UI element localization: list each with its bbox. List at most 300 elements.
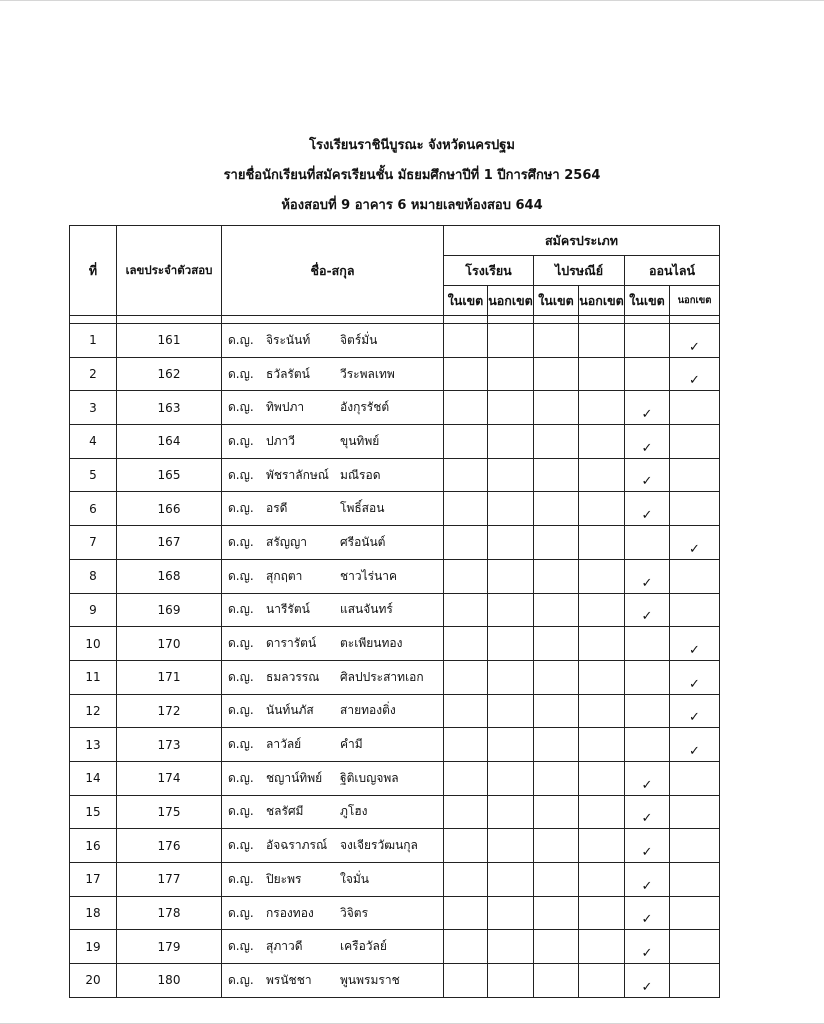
- exam-id: 179: [117, 930, 222, 964]
- check-mark-icon: ✓: [641, 575, 653, 591]
- type-cell-school-out: [488, 492, 534, 526]
- check-mark-icon: ✓: [641, 508, 653, 524]
- type-cell-school-in: [444, 526, 488, 560]
- row-number: 17: [70, 863, 117, 897]
- first-name: ธมลวรรณ: [266, 669, 320, 684]
- table-row: [70, 357, 720, 391]
- first-name: ทิพปภา: [266, 400, 305, 415]
- type-cell-school-in: [444, 324, 488, 358]
- student-name: [222, 425, 444, 459]
- student-name: [222, 593, 444, 627]
- type-cell-online-in: [625, 728, 670, 762]
- exam-id: 161: [117, 324, 222, 358]
- type-cell-online-out: [670, 593, 720, 627]
- table-row: [70, 559, 720, 593]
- check-mark-icon: ✓: [641, 777, 653, 793]
- type-cell-school-out: [488, 795, 534, 829]
- type-cell-online-out: [670, 694, 720, 728]
- type-cell-online-in: [625, 391, 670, 425]
- header-application-type: สมัครประเภท: [444, 226, 720, 256]
- row-number: 8: [70, 559, 117, 593]
- student-name: [222, 795, 444, 829]
- type-cell-post-in: [534, 795, 579, 829]
- type-cell-online-out: [670, 357, 720, 391]
- type-cell-post-in: [534, 660, 579, 694]
- type-cell-school-in: [444, 694, 488, 728]
- table-row: [70, 458, 720, 492]
- header-name: ชื่อ-สกุล: [222, 226, 444, 316]
- exam-id: 169: [117, 593, 222, 627]
- table-row: [70, 660, 720, 694]
- table-row: [70, 324, 720, 358]
- type-cell-online-out: [670, 526, 720, 560]
- type-cell-school-in: [444, 795, 488, 829]
- type-cell-school-in: [444, 391, 488, 425]
- type-cell-school-in: [444, 896, 488, 930]
- type-cell-online-in: [625, 492, 670, 526]
- row-number: 15: [70, 795, 117, 829]
- exam-id: 171: [117, 660, 222, 694]
- type-cell-online-out: [670, 660, 720, 694]
- name-title: ด.ญ.: [228, 602, 254, 617]
- student-name: [222, 964, 444, 998]
- type-cell-post-in: [534, 391, 579, 425]
- type-cell-school-out: [488, 357, 534, 391]
- type-cell-online-in: [625, 526, 670, 560]
- student-name: [222, 526, 444, 560]
- type-cell-post-in: [534, 492, 579, 526]
- name-title: ด.ญ.: [228, 332, 254, 347]
- type-cell-online-out: [670, 458, 720, 492]
- table-row: [70, 593, 720, 627]
- type-cell-online-out: [670, 761, 720, 795]
- type-cell-post-out: [579, 526, 625, 560]
- type-cell-online-out: [670, 896, 720, 930]
- type-cell-school-in: [444, 761, 488, 795]
- type-cell-school-out: [488, 324, 534, 358]
- student-name: [222, 492, 444, 526]
- last-name: ขุนทิพย์: [340, 433, 380, 448]
- first-name: ชลรัศมี: [266, 804, 304, 819]
- name-title: ด.ญ.: [228, 534, 254, 549]
- type-cell-online-out: [670, 324, 720, 358]
- type-cell-online-in: [625, 458, 670, 492]
- type-cell-school-out: [488, 391, 534, 425]
- type-cell-school-out: [488, 694, 534, 728]
- type-cell-school-in: [444, 660, 488, 694]
- check-mark-icon: ✓: [641, 407, 653, 423]
- type-cell-post-out: [579, 593, 625, 627]
- type-cell-post-in: [534, 964, 579, 998]
- header-exam-id: เลขประจำตัวสอบ: [117, 226, 222, 316]
- exam-id: 170: [117, 627, 222, 661]
- type-cell-post-in: [534, 458, 579, 492]
- check-mark-icon: ✓: [689, 373, 700, 389]
- check-mark-icon: ✓: [689, 676, 700, 692]
- first-name: ปิยะพร: [266, 871, 302, 886]
- exam-id: 164: [117, 425, 222, 459]
- type-cell-school-in: [444, 559, 488, 593]
- name-title: ด.ญ.: [228, 636, 254, 651]
- first-name: ชญาน์ทิพย์: [266, 770, 323, 785]
- type-cell-school-out: [488, 863, 534, 897]
- table-row: [70, 795, 720, 829]
- exam-id: 174: [117, 761, 222, 795]
- row-number: 5: [70, 458, 117, 492]
- type-cell-post-in: [534, 728, 579, 762]
- table-row: [70, 829, 720, 863]
- name-title: ด.ญ.: [228, 804, 254, 819]
- type-cell-online-in: [625, 357, 670, 391]
- row-number: 7: [70, 526, 117, 560]
- first-name: พรนัชชา: [266, 972, 312, 987]
- table-row: [70, 728, 720, 762]
- name-title: ด.ญ.: [228, 905, 254, 920]
- table-row: [70, 492, 720, 526]
- name-title: ด.ญ.: [228, 972, 254, 987]
- type-cell-online-out: [670, 795, 720, 829]
- name-title: ด.ญ.: [228, 433, 254, 448]
- header-online-in-zone: ในเขต: [625, 286, 670, 316]
- type-cell-post-in: [534, 896, 579, 930]
- type-cell-school-out: [488, 425, 534, 459]
- type-cell-post-in: [534, 930, 579, 964]
- type-cell-online-in: [625, 660, 670, 694]
- last-name: วิจิตร: [340, 905, 369, 920]
- first-name: ดารารัตน์: [266, 636, 317, 651]
- first-name: อรดี: [266, 501, 288, 516]
- type-cell-post-out: [579, 761, 625, 795]
- student-name: [222, 391, 444, 425]
- type-cell-school-in: [444, 357, 488, 391]
- exam-id: 173: [117, 728, 222, 762]
- name-title: ด.ญ.: [228, 737, 254, 752]
- student-name: [222, 627, 444, 661]
- name-title: ด.ญ.: [228, 669, 254, 684]
- last-name: คำมี: [340, 737, 363, 752]
- applicant-rows: [70, 324, 720, 998]
- type-cell-online-out: [670, 964, 720, 998]
- exam-id: 176: [117, 829, 222, 863]
- student-name: [222, 863, 444, 897]
- type-cell-online-in: [625, 829, 670, 863]
- type-cell-school-in: [444, 728, 488, 762]
- exam-id: 172: [117, 694, 222, 728]
- check-mark-icon: ✓: [689, 339, 700, 355]
- type-cell-school-out: [488, 964, 534, 998]
- header-online: ออนไลน์: [625, 256, 720, 286]
- type-cell-online-out: [670, 627, 720, 661]
- row-number: 10: [70, 627, 117, 661]
- table-row: [70, 964, 720, 998]
- name-title: ด.ญ.: [228, 400, 254, 415]
- exam-id: 178: [117, 896, 222, 930]
- table-row: [70, 930, 720, 964]
- document-heading: [0, 131, 824, 221]
- exam-id: 175: [117, 795, 222, 829]
- row-number: 12: [70, 694, 117, 728]
- last-name: ศรีอนันต์: [340, 534, 386, 549]
- type-cell-online-out: [670, 492, 720, 526]
- header-no: ที่: [70, 226, 117, 316]
- row-number: 11: [70, 660, 117, 694]
- first-name: พัชราลักษณ์: [266, 467, 329, 482]
- row-number: 6: [70, 492, 117, 526]
- exam-id: 165: [117, 458, 222, 492]
- type-cell-post-out: [579, 425, 625, 459]
- exam-id: 177: [117, 863, 222, 897]
- type-cell-online-in: [625, 964, 670, 998]
- type-cell-online-in: [625, 627, 670, 661]
- header-post-in-zone: ในเขต: [534, 286, 579, 316]
- type-cell-school-out: [488, 559, 534, 593]
- header-gap: [70, 316, 720, 324]
- row-number: 9: [70, 593, 117, 627]
- type-cell-post-out: [579, 357, 625, 391]
- table-row: [70, 761, 720, 795]
- last-name: ชาวไร่นาค: [340, 568, 398, 583]
- type-cell-post-out: [579, 863, 625, 897]
- type-cell-online-in: [625, 795, 670, 829]
- exam-id: 163: [117, 391, 222, 425]
- type-cell-post-in: [534, 863, 579, 897]
- name-title: ด.ญ.: [228, 770, 254, 785]
- type-cell-school-in: [444, 930, 488, 964]
- student-name: [222, 324, 444, 358]
- last-name: ตะเพียนทอง: [340, 636, 403, 651]
- table-row: [70, 425, 720, 459]
- school-title: โรงเรียนราชินีบูรณะ จังหวัดนครปฐม: [309, 138, 515, 153]
- type-cell-online-in: [625, 694, 670, 728]
- type-cell-post-out: [579, 559, 625, 593]
- check-mark-icon: ✓: [641, 845, 653, 860]
- type-cell-online-in: [625, 930, 670, 964]
- type-cell-post-in: [534, 761, 579, 795]
- type-cell-online-in: [625, 761, 670, 795]
- name-title: ด.ญ.: [228, 703, 254, 718]
- header-school-in-zone: ในเขต: [444, 286, 488, 316]
- row-number: 16: [70, 829, 117, 863]
- type-cell-online-out: [670, 425, 720, 459]
- type-cell-school-out: [488, 526, 534, 560]
- check-mark-icon: ✓: [641, 979, 653, 995]
- student-name: [222, 896, 444, 930]
- name-title: ด.ญ.: [228, 467, 254, 482]
- exam-room-info: ห้องสอบที่ 9 อาคาร 6 หมายเลขห้องสอบ 644: [281, 198, 543, 213]
- type-cell-school-in: [444, 425, 488, 459]
- last-name: จงเจียรวัฒนกุล: [340, 838, 418, 853]
- exam-id: 162: [117, 357, 222, 391]
- name-title: ด.ญ.: [228, 838, 254, 853]
- last-name: สายทองติ่ง: [340, 703, 396, 718]
- type-cell-school-out: [488, 930, 534, 964]
- type-cell-school-out: [488, 627, 534, 661]
- type-cell-post-out: [579, 627, 625, 661]
- type-cell-online-out: [670, 930, 720, 964]
- table-row: [70, 896, 720, 930]
- type-cell-post-in: [534, 694, 579, 728]
- row-number: 1: [70, 324, 117, 358]
- student-name: [222, 357, 444, 391]
- first-name: นารีรัตน์: [266, 602, 310, 617]
- header-post: ไปรษณีย์: [534, 256, 625, 286]
- name-title: ด.ญ.: [228, 501, 254, 516]
- type-cell-school-in: [444, 829, 488, 863]
- first-name: กรองทอง: [266, 905, 314, 920]
- last-name: วีระพลเทพ: [340, 366, 395, 381]
- exam-id: 167: [117, 526, 222, 560]
- header-online-out-zone: นอกเขต: [670, 286, 720, 316]
- last-name: ฐิติเบญจพล: [340, 770, 399, 785]
- exam-id: 168: [117, 559, 222, 593]
- check-mark-icon: ✓: [689, 541, 700, 557]
- type-cell-post-in: [534, 526, 579, 560]
- type-cell-school-in: [444, 863, 488, 897]
- type-cell-post-in: [534, 829, 579, 863]
- name-title: ด.ญ.: [228, 871, 254, 886]
- row-number: 13: [70, 728, 117, 762]
- type-cell-post-out: [579, 930, 625, 964]
- table-row: [70, 694, 720, 728]
- check-mark-icon: ✓: [641, 609, 653, 625]
- table-row: [70, 391, 720, 425]
- type-cell-online-in: [625, 425, 670, 459]
- last-name: มณีรอด: [340, 467, 381, 482]
- row-number: 18: [70, 896, 117, 930]
- check-mark-icon: ✓: [689, 743, 700, 759]
- student-name: [222, 728, 444, 762]
- type-cell-school-out: [488, 458, 534, 492]
- last-name: แสนจันทร์: [340, 602, 393, 617]
- student-name: [222, 458, 444, 492]
- type-cell-post-out: [579, 728, 625, 762]
- type-cell-post-out: [579, 795, 625, 829]
- type-cell-post-out: [579, 829, 625, 863]
- first-name: อัจฉราภรณ์: [266, 838, 328, 853]
- name-title: ด.ญ.: [228, 939, 254, 954]
- exam-id: 180: [117, 964, 222, 998]
- last-name: โพธิ์สอน: [340, 501, 385, 516]
- type-cell-post-out: [579, 964, 625, 998]
- type-cell-post-out: [579, 391, 625, 425]
- student-name: [222, 660, 444, 694]
- name-title: ด.ญ.: [228, 568, 254, 583]
- type-cell-school-in: [444, 492, 488, 526]
- type-cell-online-out: [670, 391, 720, 425]
- student-name: [222, 559, 444, 593]
- type-cell-school-in: [444, 964, 488, 998]
- student-name: [222, 761, 444, 795]
- type-cell-school-in: [444, 458, 488, 492]
- row-number: 4: [70, 425, 117, 459]
- type-cell-post-out: [579, 896, 625, 930]
- exam-id: 166: [117, 492, 222, 526]
- type-cell-school-out: [488, 728, 534, 762]
- type-cell-school-out: [488, 761, 534, 795]
- type-cell-online-out: [670, 728, 720, 762]
- type-cell-post-in: [534, 357, 579, 391]
- last-name: ใจมั่น: [340, 871, 370, 886]
- type-cell-post-in: [534, 425, 579, 459]
- type-cell-online-in: [625, 593, 670, 627]
- last-name: พูนพรมราช: [340, 972, 400, 987]
- type-cell-online-in: [625, 896, 670, 930]
- first-name: จิระนันท์: [266, 332, 311, 347]
- header-school-out-zone: นอกเขต: [488, 286, 534, 316]
- type-cell-post-in: [534, 593, 579, 627]
- table-row: [70, 526, 720, 560]
- last-name: เครือวัลย์: [340, 939, 387, 954]
- type-cell-online-out: [670, 863, 720, 897]
- check-mark-icon: ✓: [641, 811, 653, 827]
- first-name: สุภาวดี: [266, 939, 303, 954]
- row-number: 3: [70, 391, 117, 425]
- first-name: สุกฤตา: [266, 568, 303, 583]
- check-mark-icon: ✓: [641, 440, 653, 456]
- applicant-table: [69, 225, 720, 998]
- type-cell-post-out: [579, 492, 625, 526]
- type-cell-post-in: [534, 559, 579, 593]
- type-cell-school-out: [488, 829, 534, 863]
- type-cell-online-in: [625, 863, 670, 897]
- type-cell-school-out: [488, 896, 534, 930]
- last-name: ภูโฮง: [340, 804, 368, 819]
- table-row: [70, 627, 720, 661]
- type-cell-post-out: [579, 324, 625, 358]
- type-cell-school-in: [444, 593, 488, 627]
- type-cell-post-out: [579, 660, 625, 694]
- type-cell-post-out: [579, 458, 625, 492]
- first-name: ปภาวี: [266, 433, 296, 448]
- name-title: ด.ญ.: [228, 366, 254, 381]
- last-name: ศิลปประสาทเอก: [340, 669, 424, 684]
- row-number: 2: [70, 357, 117, 391]
- type-cell-online-in: [625, 324, 670, 358]
- type-cell-post-in: [534, 324, 579, 358]
- first-name: ธวัลรัตน์: [266, 366, 310, 381]
- student-name: [222, 930, 444, 964]
- table-row: [70, 863, 720, 897]
- row-number: 14: [70, 761, 117, 795]
- type-cell-school-out: [488, 660, 534, 694]
- check-mark-icon: ✓: [641, 474, 653, 490]
- type-cell-school-out: [488, 593, 534, 627]
- type-cell-school-in: [444, 627, 488, 661]
- first-name: สรัญญา: [266, 534, 307, 549]
- type-cell-post-in: [534, 627, 579, 661]
- last-name: อังกุรรัชต์: [340, 400, 390, 415]
- student-name: [222, 829, 444, 863]
- type-cell-online-out: [670, 559, 720, 593]
- header-school: โรงเรียน: [444, 256, 534, 286]
- row-number: 19: [70, 930, 117, 964]
- check-mark-icon: ✓: [641, 878, 653, 894]
- list-subtitle: รายชื่อนักเรียนที่สมัครเรียนชั้น มัธยมศึกษาปีที่ 1 ปีการศึกษา 2564: [223, 168, 601, 183]
- type-cell-online-in: [625, 559, 670, 593]
- check-mark-icon: ✓: [641, 912, 653, 928]
- first-name: นันท์นภัส: [266, 703, 314, 718]
- type-cell-online-out: [670, 829, 720, 863]
- last-name: จิตร์มั่น: [340, 332, 378, 347]
- check-mark-icon: ✓: [689, 710, 700, 726]
- header-post-out-zone: นอกเขต: [579, 286, 625, 316]
- first-name: ลาวัลย์: [266, 737, 302, 752]
- student-name: [222, 694, 444, 728]
- check-mark-icon: ✓: [641, 946, 653, 962]
- check-mark-icon: ✓: [689, 642, 700, 658]
- row-number: 20: [70, 964, 117, 998]
- type-cell-post-out: [579, 694, 625, 728]
